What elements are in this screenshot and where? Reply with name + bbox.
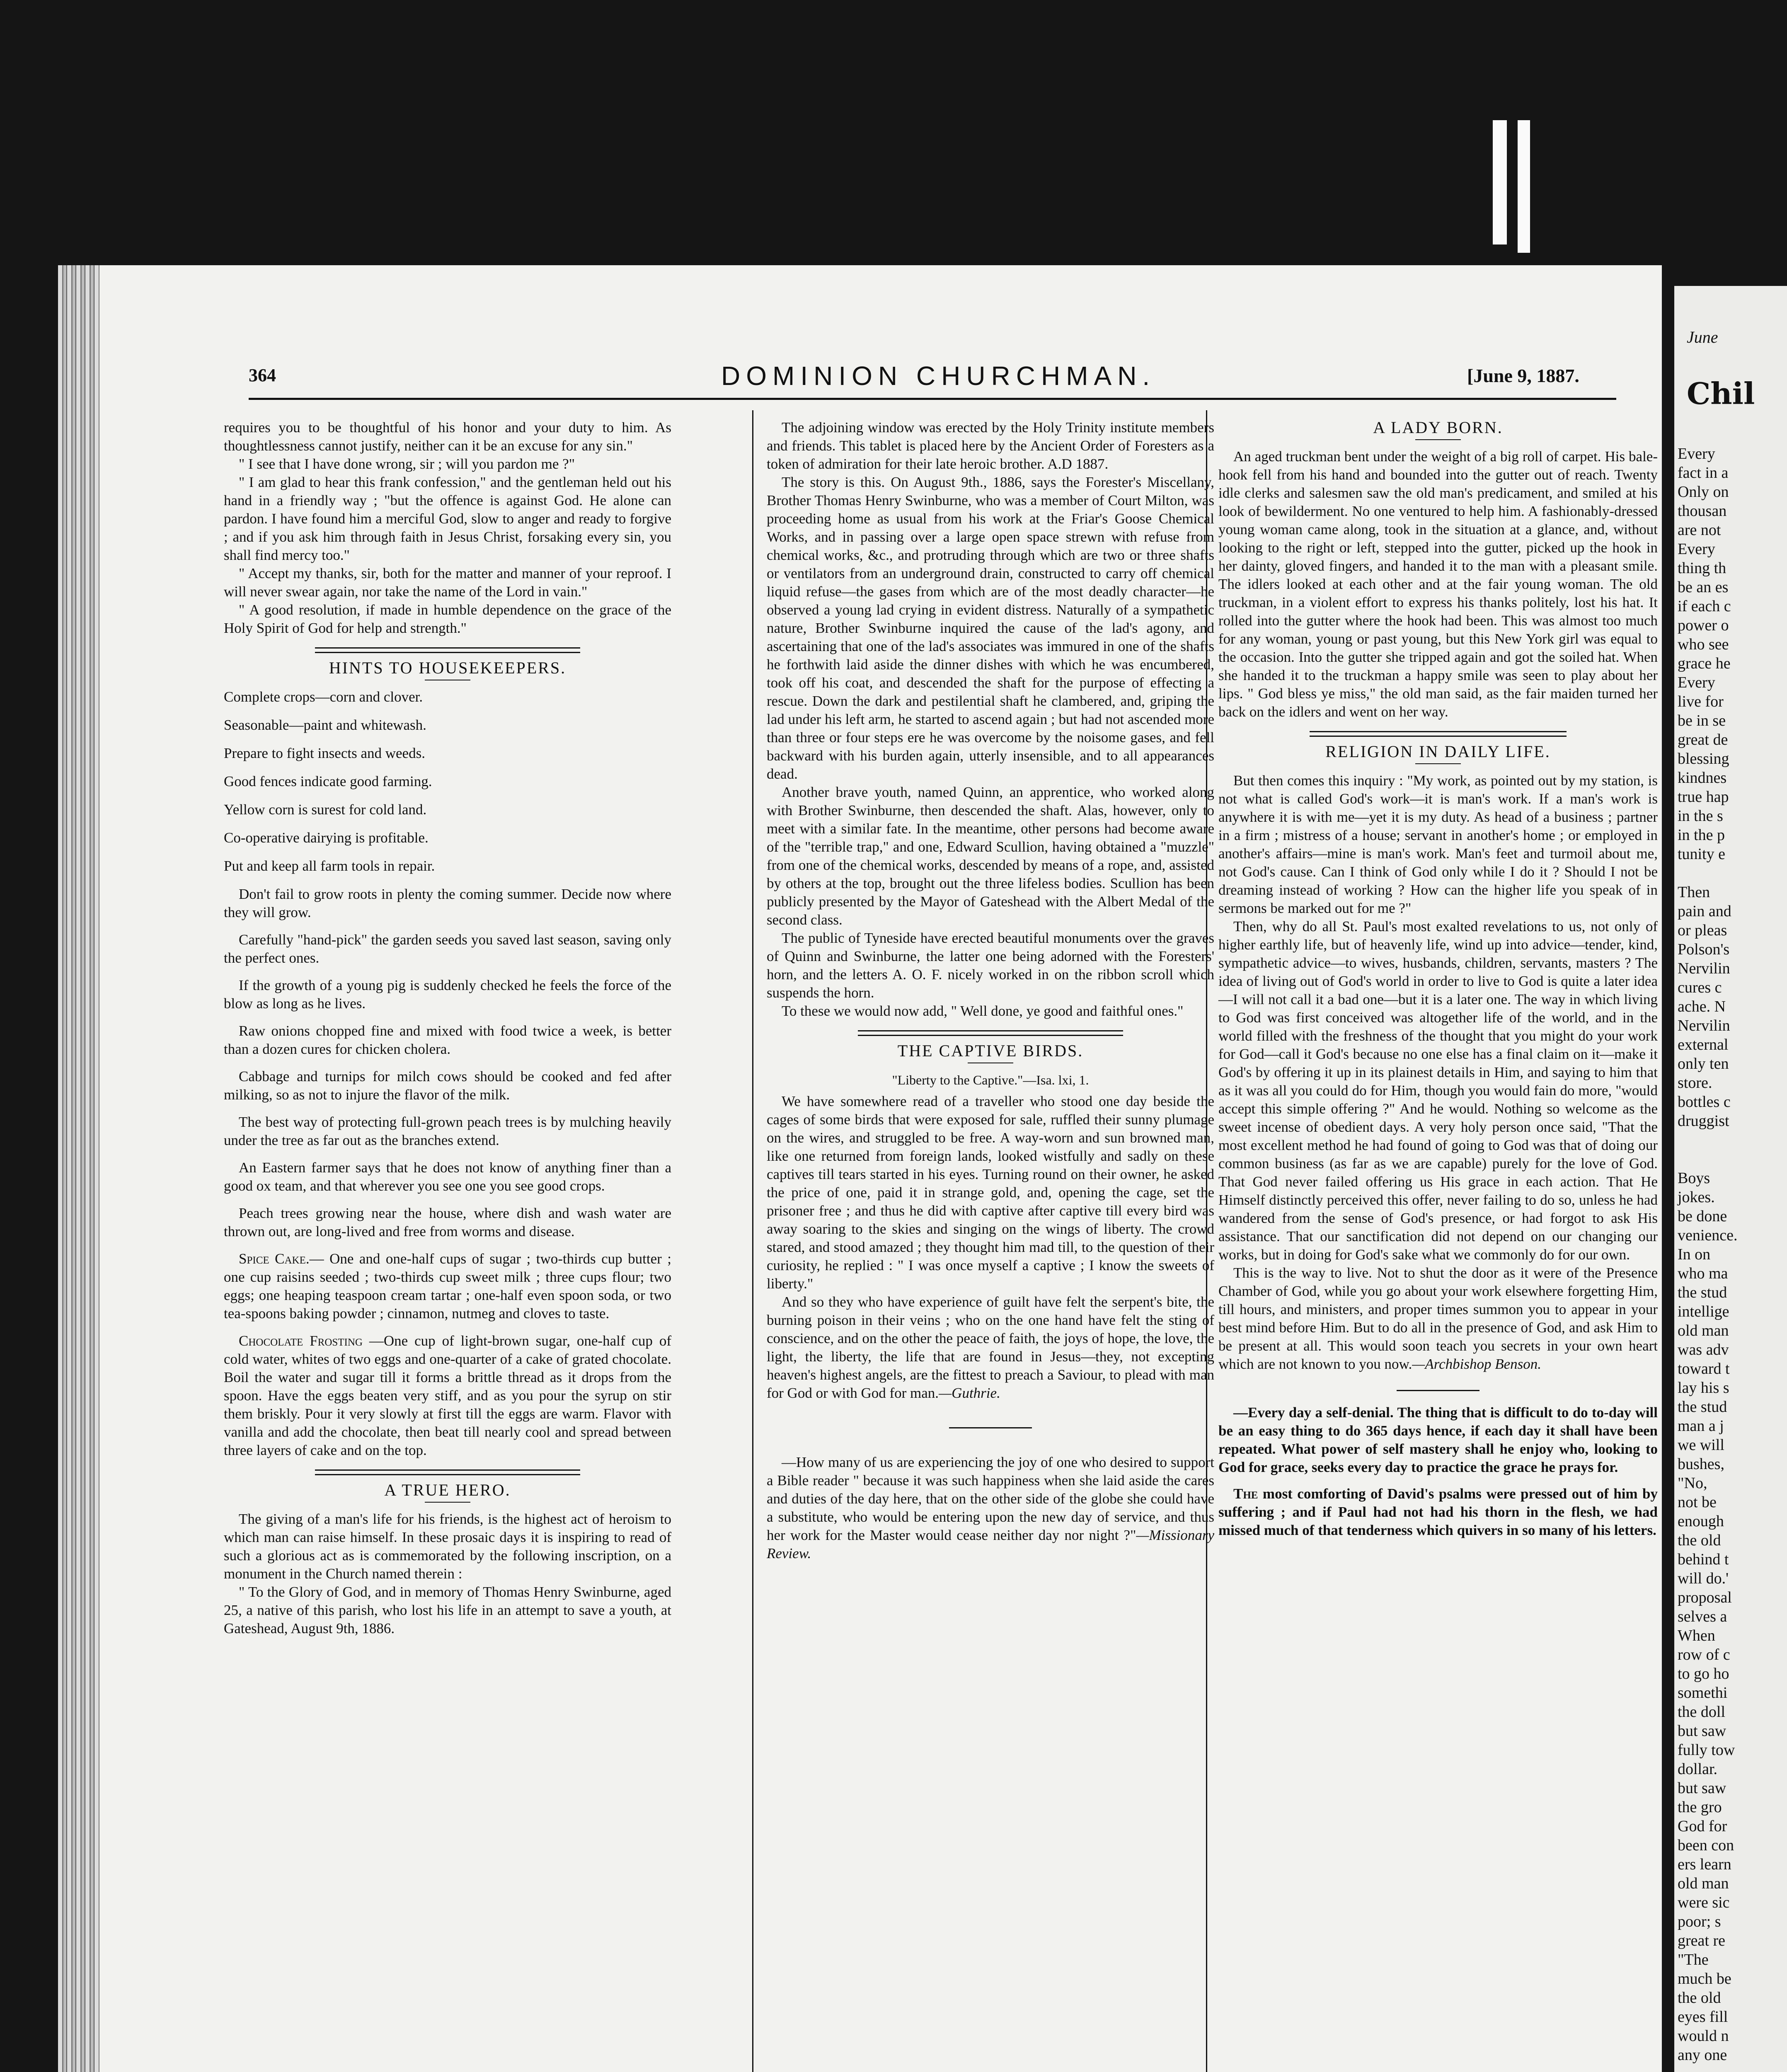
facing-page-line: but saw	[1678, 1722, 1726, 1740]
facing-page-line: druggist	[1678, 1112, 1729, 1130]
facing-page-line: eyes fill	[1678, 2008, 1728, 2026]
paragraph: But then comes this inquiry : "My work, as pointed out by my station, is not what is called God's work—it is man's work. If a man's work is anywhere it is with me—yet it is my duty. As head of a business ; partner in a firm ; mistress of a house; servant in another's home ; or employed in another's affairs—mine is man's work. Man's feet and turmoil about me, not God's cause. Can I think of God only while I do it ? Should I not be dreaming instead of working ? How can the higher life you speak of in sermons be marked out for me ?"	[1218, 772, 1658, 916]
facing-page-line: tunity e	[1678, 845, 1726, 863]
paragraph	[1218, 1264, 1658, 1373]
recipe-label: Spice Cake.	[239, 1251, 310, 1267]
facing-page-line: external	[1678, 1036, 1729, 1053]
facing-page-line: ache. N	[1678, 998, 1726, 1015]
section-rule	[315, 647, 580, 653]
paragraph: " Accept my thanks, sir, both for the matter and manner of your reproof. I will never swear again, nor take the name of the Lord in vain."	[224, 565, 671, 600]
facing-page-line: Polson's	[1678, 941, 1730, 958]
facing-page-line: the stud	[1678, 1284, 1727, 1301]
facing-page-line: intellige	[1678, 1303, 1729, 1320]
masthead-title: DOMINION CHURCHMAN.	[721, 361, 1156, 391]
column-1	[224, 419, 671, 1638]
column-2	[767, 419, 1214, 1563]
paragraph	[767, 1293, 1214, 1402]
recipe-label: Chocolate Frosting	[239, 1333, 363, 1349]
facing-page-line: the gro	[1678, 1798, 1722, 1816]
heading-dash	[1415, 763, 1461, 764]
facing-page-line: the stud	[1678, 1398, 1727, 1416]
facing-page-line: venience.	[1678, 1227, 1738, 1244]
facing-page-line: live for	[1678, 693, 1724, 710]
facing-page-line: bushes,	[1678, 1455, 1724, 1473]
facing-page-line: "The	[1678, 1951, 1709, 1968]
facing-page-line: to go ho	[1678, 1665, 1729, 1682]
paragraph-text: most comforting of David's psalms were pressed out of him by suffering ; and if Paul had not had his thorn in the flesh, we had missed much of that tenderness which quivers in so many of his letters.	[1218, 1486, 1658, 1538]
facing-page-line: enough	[1678, 1513, 1724, 1530]
attribution: —Guthrie.	[939, 1385, 1000, 1401]
paragraph: Another brave youth, named Quinn, an apprentice, who worked along with Brother Swinburne, then descended the shaft. Alas, however, only to meet with a similar fate. In the meantime, other persons had become aware of the "terrible trap," and one, Edward Scullion, having obtained a "muzzle" from one of the chemical works, descended by means of a rope, and, assisted by others at the top, brought out the three lifeless bodies. Scullion has been publicly presented by the Mayor of Gateshead with the Albert Medal of the second class.	[767, 784, 1214, 928]
hint-paragraph: Cabbage and turnips for milch cows should be cooked and fed after milking, so as not to injure the flavor of the milk.	[224, 1068, 671, 1103]
hint-paragraph: An Eastern farmer says that he does not know of anything finer than a good ox team, and that wherever you see one you see good crops.	[224, 1159, 671, 1194]
paragraph	[767, 1453, 1214, 1563]
facing-page-line: be done	[1678, 1208, 1727, 1225]
page-number: 364	[249, 365, 276, 385]
paragraph-text: And so they who have experience of guilt have felt the serpent's bite, the burning poison in their veins ; who on the one hand have felt the sting of conscience, and on the other the peace of faith, the joys of hope, the love, the light, the liberty, the life that are found in Jesus—they, not excepting heaven's highest angels, are the fittest to preach a Saviour, to plead with man for God or with God for man.	[767, 1294, 1214, 1401]
facing-page-line: somethi	[1678, 1684, 1728, 1702]
header-rule	[249, 398, 1616, 400]
facing-page-line	[1674, 1130, 1787, 1150]
facing-page	[1674, 286, 1787, 2072]
facing-page-line: lay his s	[1678, 1379, 1729, 1397]
facing-page-line: Boys	[1678, 1169, 1710, 1187]
lead-word: The	[1233, 1486, 1258, 1502]
hint-item: Seasonable—paint and whitewash.	[224, 717, 426, 733]
facing-page-line: are not	[1678, 521, 1721, 539]
facing-page-line: selves a	[1678, 1608, 1727, 1625]
facing-page-line: but saw	[1678, 1779, 1726, 1797]
paragraph: " I am glad to hear this frank confession," and the gentleman held out his hand in a friendly way ; "but the offence is against God. He alone can pardon. I have found him a merciful God, slow to anger and ready to forgive ; and if you ask him through faith in Jesus Christ, forsaking every sin, you shall find mercy too."	[224, 474, 671, 563]
page-stack-edge	[58, 265, 104, 2072]
paragraph: " I see that I have done wrong, sir ; will you pardon me ?"	[239, 456, 575, 472]
attribution: —Missionary Review.	[767, 1527, 1214, 1561]
hint-item: Put and keep all farm tools in repair.	[224, 858, 435, 874]
facing-page-line: Nervilin	[1678, 1017, 1730, 1034]
issue-date: [June 9, 1887.	[1467, 365, 1579, 386]
facing-page-line: only ten	[1678, 1055, 1729, 1072]
facing-page-line: Every	[1678, 445, 1715, 462]
facing-page-line: old man	[1678, 1875, 1729, 1892]
paragraph-text: This is the way to live. Not to shut the door as it were of the Presence Chamber of God, while you go about your work elsewhere forgetting Him, till hours, and ministers, and proper times summon you to appear in your best mind before Him. But to do all in the presence of God, and ask Him to be present at all. This would soon teach you secrets in your own heart which are not known to you now.	[1218, 1265, 1658, 1372]
hint-paragraph: Peach trees growing near the house, where dish and wash water are thrown out, are long-lived and free from worms and disease.	[224, 1205, 671, 1239]
heading-dash	[1415, 439, 1461, 440]
facing-page-line: much be	[1678, 1970, 1731, 1987]
facing-page-line: who ma	[1678, 1265, 1728, 1282]
binding-mark	[1493, 120, 1507, 244]
paragraph: The adjoining window was erected by the Holy Trinity institute members and friends. This tablet is placed here by the Ancient Order of Foresters as a token of admiration for their late heroic brother. A.D 1887.	[767, 419, 1214, 472]
facing-page-line: if each c	[1678, 598, 1731, 615]
separator	[1397, 1390, 1479, 1391]
facing-page-line: would n	[1678, 2027, 1729, 2045]
facing-page-line: kindnes	[1678, 769, 1727, 787]
attribution: —Archbishop Benson.	[1412, 1356, 1541, 1372]
facing-page-line: Nervilin	[1678, 960, 1730, 977]
facing-page-line: In on	[1678, 1246, 1711, 1263]
facing-page-line: not be	[1678, 1493, 1717, 1511]
facing-page-line: proposal	[1678, 1589, 1732, 1606]
facing-page-line: be an es	[1678, 579, 1729, 596]
facing-page-line: were sic	[1678, 1894, 1730, 1911]
recipe-chocolate-frosting	[224, 1332, 671, 1460]
facing-page-line: the old	[1678, 1989, 1721, 2007]
facing-page-line: grace he	[1678, 655, 1731, 672]
facing-page-line: dollar.	[1678, 1760, 1718, 1778]
paragraph	[1218, 1485, 1658, 1539]
facing-page-line: power o	[1678, 617, 1729, 634]
facing-page-line: Then	[1678, 884, 1710, 901]
facing-page-line: bottles c	[1678, 1093, 1731, 1111]
facing-page-line: pain and	[1678, 903, 1731, 920]
hint-item: Complete crops—corn and clover.	[224, 689, 423, 705]
facing-page-line: behind t	[1678, 1551, 1729, 1568]
facing-page-line: we will	[1678, 1436, 1724, 1454]
facing-page-text	[1674, 444, 1787, 2065]
paragraph: We have somewhere read of a traveller who stood one day beside the cages of some birds that were exposed for sale, ruffled their sunny plumage on the wires, and struggled to be free. A way-worn and sun browned man, like one returned from foreign lands, looked wistfully and sadly on these captives till tears started in his eyes. Turning round on their owner, he asked the price of one, paid it in strange gold, and, opening the cage, set the prisoner free ; and thus he did with captive after captive till every bird was away soaring to the skies and singing on the wings of liberty. The crowd stared, and stood amazed ; they thought him mad till, to the question of their curiosity, he replied : " I was once myself a captive ; I know the sweets of liberty."	[767, 1093, 1214, 1292]
section-rule	[1310, 731, 1567, 737]
hint-paragraph: Carefully "hand-pick" the garden seeds you saved last season, saving only the perfect ones.	[224, 932, 671, 966]
facing-page-line: Only on	[1678, 483, 1729, 501]
epigraph: "Liberty to the Captive."—Isa. lxi, 1.	[892, 1072, 1089, 1087]
facing-page-line: old man	[1678, 1322, 1729, 1339]
facing-page-line: Every	[1678, 540, 1715, 558]
paragraph: The story is this. On August 9th., 1886, says the Forester's Miscellany, Brother Thomas Henry Swinburne, who was a member of Court Milton, was proceeding home as usual from his work at the Friar's Goose Chemical Works, and in passing over a large open space strewn with refuse from chemical works, &c., and protruding through which are two or three shafts or ventilators from an underground drain, constructed to carry off chemical liquid refuse—the gases from which are of the most deadly character—he observed a young lad crying in evident distress. Naturally of a sympathetic nature, Brother Swinburne inquired the cause of the lad's agony, and ascertaining that one of the lad's associates was immured in one of the shafts he forthwith laid aside the dinner dishes with which he was encumbered, took off his coat, and descended the shaft for the purpose of effecting a rescue. Down the dark and pestilential shaft he clambered, and, griping the lad under his left arm, he started to ascend again ; but had not ascended more than three or four steps ere he was overcome by the noisome gases, and fell backward with his burden again, utterly insensible, and to all appearances dead.	[767, 474, 1214, 782]
facing-page-line: the doll	[1678, 1703, 1726, 1721]
facing-page-line: When	[1678, 1627, 1715, 1644]
heading-dash	[425, 1502, 470, 1503]
section-rule	[315, 1469, 580, 1475]
paragraph: requires you to be thoughtful of his honor and your duty to him. As thoughtlessness cannot justify, neither can it be an excuse for any sin."	[224, 419, 671, 454]
paragraph: To these we would now add, " Well done, ye good and faithful ones."	[782, 1003, 1184, 1019]
hint-item: Co-operative dairying is profitable.	[224, 830, 429, 846]
recipe-text: — One and one-half cups of sugar ; two-thirds cup butter ; one cup raisins seeded ; two-thirds cup sweet milk ; three cups flour; two eggs; one heaping teaspoon cream tartar ; one-half even spoon soda, or two tea-spoons baking powder ; cinnamon, nutmeg and cloves to taste.	[224, 1251, 671, 1322]
facing-page-line: was adv	[1678, 1341, 1729, 1358]
section-heading-lady-born: A LADY BORN.	[1373, 418, 1503, 437]
facing-page-line: in the s	[1678, 807, 1723, 825]
facing-page-line	[1674, 1150, 1787, 1169]
paragraph: " A good resolution, if made in humble dependence on the grace of the Holy Spirit of God for help and strength."	[224, 602, 671, 636]
paragraph: The giving of a man's life for his friends, is the highest act of heroism to which man can raise himself. In these prosaic days it is inspiring to read of such a glorious act as is commemorated by the following inscription, on a monument in the Church named therein :	[224, 1511, 671, 1582]
column-3	[1218, 419, 1658, 1539]
facing-page-line: Every	[1678, 674, 1715, 691]
facing-page-line: be in se	[1678, 712, 1726, 729]
section-heading-captive-birds: THE CAPTIVE BIRDS.	[897, 1041, 1084, 1060]
facing-page-line: fact in a	[1678, 464, 1729, 482]
paragraph: An aged truckman bent under the weight of a big roll of carpet. His bale-hook fell from his hand and bounded into the gutter out of reach. Twenty idle clerks and salesmen saw the old man's predicament, and smiled at his look of bewilderment. No one ventured to help him. A fashionably-dressed young woman came along, took in the situation at a glance, and, without looking to the right or left, stepped into the gutter, picked up the hook in her dainty, gloved fingers, and handed it to the man with a pleasant smile. The idlers looked at each other and at the fair young woman. The old truckman, in a violent effort to express his thanks politely, lost his hat. It rolled into the gutter where the hook had been. This was almost too much for any woman, young or past young, but this New York girl was equal to the occasion. Into the gutter she tripped again and got the soiled hat. When she handed it to the truckman a happy smile was seen to play about her lips. " God bless ye miss," the old man said, as the fair maiden turned her back on the idlers and went on her way.	[1218, 448, 1658, 720]
facing-page-line: jokes.	[1678, 1188, 1715, 1206]
facing-page-line: who see	[1678, 636, 1729, 653]
facing-page-title-fragment: Chil	[1687, 376, 1755, 411]
facing-page-line: poor; s	[1678, 1913, 1721, 1930]
facing-page-line: in the p	[1678, 826, 1725, 844]
column-rule	[752, 410, 753, 2072]
facing-page-line	[1674, 864, 1787, 883]
facing-page-line: great re	[1678, 1932, 1725, 1949]
hint-paragraph: Raw onions chopped fine and mixed with food twice a week, is better than a dozen cures for chicken cholera.	[224, 1023, 671, 1057]
hint-item: Good fences indicate good farming.	[224, 773, 432, 789]
recipe-text: —One cup of light-brown sugar, one-half cup of cold water, whites of two eggs and one-quarter of a cake of grated chocolate. Boil the water and sugar till it forms a brittle thread as it drops from the spoon. Have the eggs beaten very stiff, and as you pour the syrup on stir them briskly. Pour it very slowly at first till the eggs are warm. Flavor with vanilla and add the chocolate, then beat till nearly cool and spread between three layers of cake and on the top.	[224, 1333, 671, 1458]
recipe-spice-cake	[224, 1250, 671, 1323]
facing-page-line: the old	[1678, 1532, 1721, 1549]
facing-page-line: thing th	[1678, 559, 1726, 577]
facing-page-line: great de	[1678, 731, 1728, 748]
paragraph: —Every day a self-denial. The thing that is difficult to do to-day will be an easy thing to do 365 days hence, if each day it shall have been repeated. What power of self mastery shall he enjoy who, looking to God for grace, seeks every day to practice the grace he prays for.	[1218, 1404, 1658, 1475]
facing-page-line: God for	[1678, 1818, 1727, 1835]
facing-page-line: thousan	[1678, 502, 1727, 520]
hint-paragraph: Don't fail to grow roots in plenty the coming summer. Decide now where they will grow.	[224, 886, 671, 920]
facing-page-line: any one	[1678, 2046, 1727, 2064]
paragraph-text: —How many of us are experiencing the joy of one who desired to support a Bible reader " because it was such happiness when she laid aside the cares and duties of the day here, that on the other side of the globe she could have a substitute, who would be entering upon the new day of service, and thus her work for the Master would cease neither day nor night ?"	[767, 1454, 1214, 1543]
paragraph: " To the Glory of God, and in memory of Thomas Henry Swinburne, aged 25, a native of this parish, who lost his life in an attempt to save a youth, at Gateshead, August 9th, 1886.	[224, 1584, 671, 1636]
separator	[949, 1427, 1032, 1428]
facing-page-line: or pleas	[1678, 922, 1727, 939]
hint-item: Prepare to fight insects and weeds.	[224, 745, 425, 761]
facing-page-line: fully tow	[1678, 1741, 1735, 1759]
hint-paragraph: If the growth of a young pig is suddenly checked he feels the force of the blow as long as he lives.	[224, 977, 671, 1012]
facing-page-line: cures c	[1678, 979, 1722, 996]
facing-page-line: toward t	[1678, 1360, 1730, 1377]
facing-page-line: true hap	[1678, 788, 1729, 806]
hint-item: Yellow corn is surest for cold land.	[224, 801, 427, 818]
facing-page-line: store.	[1678, 1074, 1712, 1092]
facing-page-line: row of c	[1678, 1646, 1730, 1663]
facing-page-header: June	[1687, 328, 1718, 346]
section-heading-true-hero: A TRUE HERO.	[384, 1481, 511, 1499]
facing-page-line: man a j	[1678, 1417, 1724, 1435]
facing-page-line: "No,	[1678, 1474, 1707, 1492]
facing-page-line: blessing	[1678, 750, 1729, 767]
section-heading-hints: HINTS TO HOUSEKEEPERS.	[329, 658, 567, 677]
section-rule	[858, 1030, 1123, 1036]
section-heading-religion: RELIGION IN DAILY LIFE.	[1325, 742, 1551, 761]
facing-page-line: will do.'	[1678, 1570, 1729, 1587]
binding-mark	[1518, 120, 1530, 253]
facing-page-line: ers learn	[1678, 1856, 1731, 1873]
paragraph: Then, why do all St. Paul's most exalted revelations to us, not only of higher earthly life, but of heavenly life, wind up into advice—tender, kind, sympathetic advice—to wives, husbands, children, servants, masters ? The idea of living out of God's world in order to live to God is quite a later idea—I will not call it a bad one—but it is a later one. The way in which living to God was first conceived was altogether life of the world, and in the world filled with the freshness of the thought that you might do your work for God—call it God's because no one else has a final claim on it—make it God's by offering it up in its plainest details in Him, and saying to him that as it was all you could do for Him, though you would fain do more, "would accept this simple offering ?" And he would. Nothing so welcome as the sweet incense of obedient days. A very holy person once said, "That the most excellent method he had found of going to God was that of doing our common business (as far as we are capable) purely for the love of God. That God never failed offering us His grace in each action. That He Himself distinctly perceived this offer, never failing to do so, unless he had wandered from the sense of God's presence, or had forgot to ask His assistance. That our sanctification did not depend on our changing our works, but in doing for God's sake what we commonly do for our own.	[1218, 918, 1658, 1263]
hint-paragraph: The best way of protecting full-grown peach trees is by mulching heavily under the tree as far out as the branches extend.	[224, 1114, 671, 1148]
facing-page-line: been con	[1678, 1837, 1734, 1854]
paragraph: The public of Tyneside have erected beautiful monuments over the graves of Quinn and Swinburne, the latter one being adorned with the Foresters' horn, and the letters A. O. F. nicely worked in on the ribbon scroll which suspends the horn.	[767, 930, 1214, 1001]
